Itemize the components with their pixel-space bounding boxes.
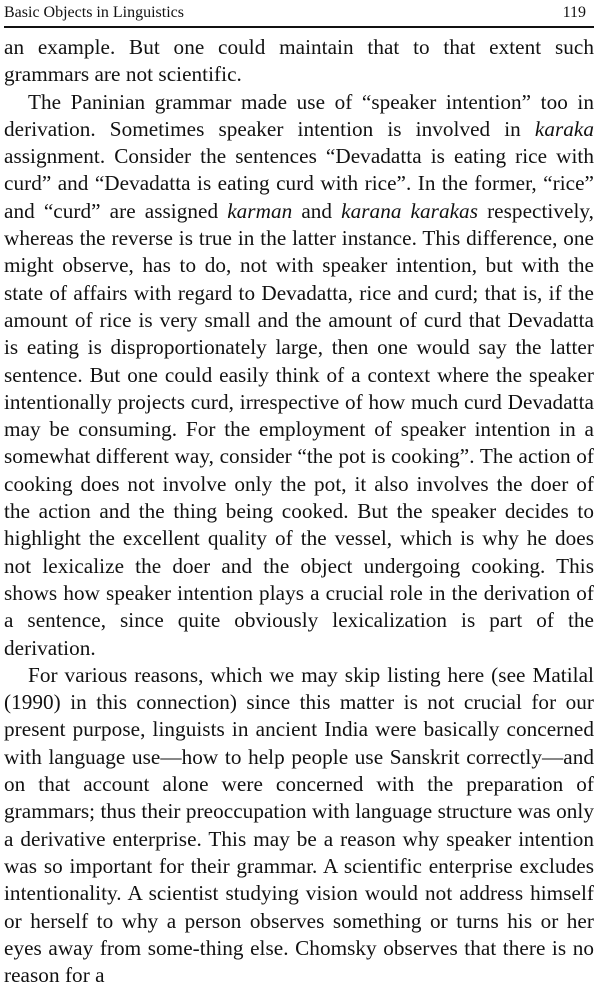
italic-term: karana karakas <box>341 198 478 223</box>
page-number: 119 <box>562 4 586 21</box>
italic-term: karaka <box>534 116 594 141</box>
text-segment: The Paninian grammar made use of “speaker intention” too in derivation. Sometimes speaker intention is involved in <box>4 89 594 141</box>
text-segment: respectively, whereas the reverse is true in the latter instance. This difference, one might observe, has to do, not with speaker intention, but with the state of affairs with regard to Devadatta, rice and curd; that is, if the amount of rice is very small and the amount of curd that Devadatta is eating is disproportionately large, then one would say the latter sentence. But one could easily think of a context where the speaker intentionally projects curd, irrespective of how much curd Devadatta may be consuming. For the employment of speaker intention in a somewhat different way, consider “the pot is cooking”. The action of cooking does not involve only the pot, it also involves the doer of the action and the thing being cooked. But the speaker decides to highlight the excellent quality of the vessel, which is why he does not lexicalize the doer and the object undergoing cooking. This shows how speaker intention plays a crucial role in the derivation of a sentence, since quite obviously lexicalization is part of the derivation. <box>4 198 595 660</box>
text-segment: For various reasons, which we may skip listing here (see Matilal (1990) in this connection) since this matter is not crucial for our present purpose, linguists in ancient India were basically concerned with language use—how to help people use Sanskrit correctly—and on that account alone were concerned with the preparation of grammars; thus their preoccupation with language structure was only a derivative enterprise. This may be a reason why speaker intention was so important for their grammar. A scientific enterprise excludes intentionality. A scientist studying vision would not address himself or herself to why a person observes something or turns his or her eyes away from some-thing else. Chomsky observes that there is no reason for a <box>4 662 594 988</box>
body-text <box>4 34 594 989</box>
text-segment: and <box>292 198 342 223</box>
header-rule <box>4 26 594 28</box>
book-page <box>4 0 594 1004</box>
paragraph <box>4 89 594 662</box>
text-segment: assignment. Consider the sentences “Devadatta is eating rice with curd” and “Devadatta is eating curd with rice”. In the former, “rice” and “curd” are assigned <box>4 144 594 223</box>
paragraph <box>4 662 594 990</box>
text-segment: an example. But one could maintain that to that extent such grammars are not scientific. <box>4 35 594 87</box>
running-head <box>4 0 594 26</box>
running-title: Basic Objects in Linguistics <box>4 4 184 21</box>
paragraph <box>4 34 594 89</box>
italic-term: karman <box>227 198 293 223</box>
